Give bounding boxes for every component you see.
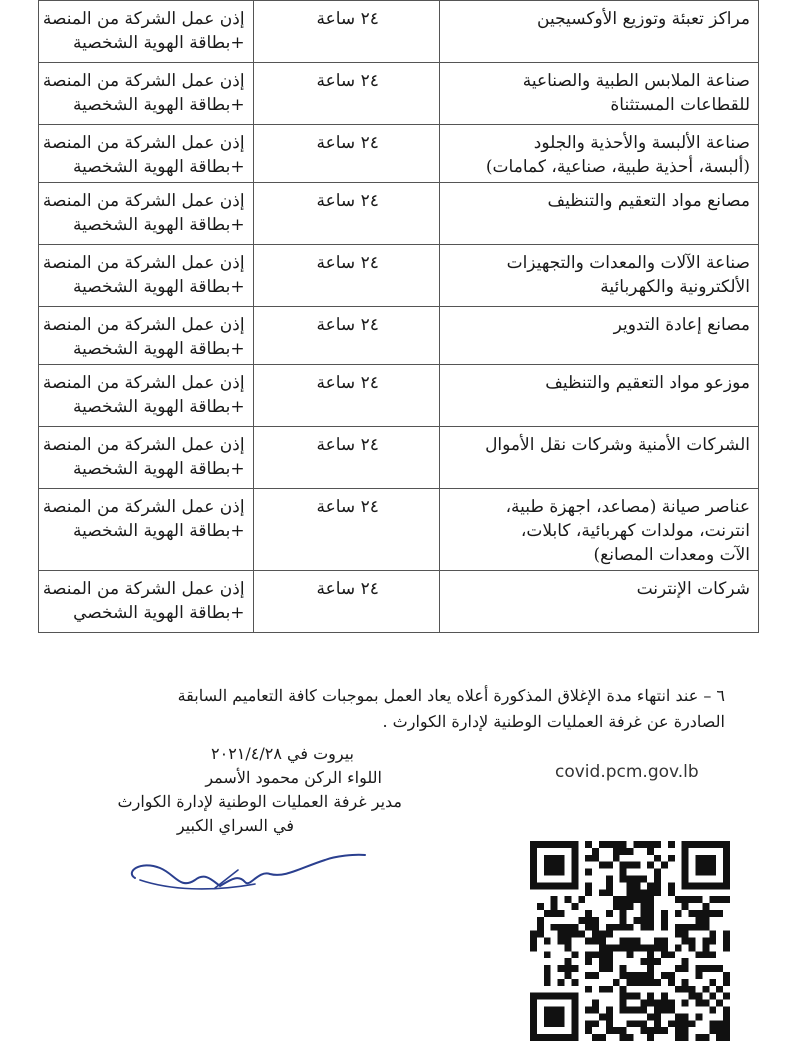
permit-cell (39, 489, 254, 571)
signatory-office: في السراي الكبير (176, 816, 294, 835)
sector-text: انترنت، مولدات كهربائية، كابلات، (520, 521, 750, 541)
permit-text: إذن عمل الشركة من المنصة (42, 497, 245, 517)
permit-text: إذن عمل الشركة من المنصة (42, 253, 245, 273)
duration-cell (253, 307, 439, 365)
permit-text: إذن عمل الشركة من المنصة (42, 191, 245, 211)
permit-text: +بطاقة الهوية الشخصية (73, 397, 245, 417)
permit-text: إذن عمل الشركة من المنصة (42, 373, 245, 393)
duration-text: ٢٤ ساعة (316, 315, 379, 335)
duration-text: ٢٤ ساعة (316, 253, 379, 273)
permit-text: إذن عمل الشركة من المنصة (42, 133, 245, 153)
table-row (39, 571, 759, 633)
duration-text: ٢٤ ساعة (316, 435, 379, 455)
sector-text: الألكترونية والكهربائية (600, 277, 750, 297)
permit-text: +بطاقة الهوية الشخصية (73, 277, 245, 297)
signature-block (118, 742, 402, 838)
table-row (39, 125, 759, 183)
table-row (39, 307, 759, 365)
sector-text: عناصر صيانة (مصاعد، اجهزة طبية، (505, 497, 750, 517)
sector-cell (439, 307, 758, 365)
signature-date: بيروت في ٢٠٢١/٤/٢٨ (211, 744, 354, 763)
duration-cell (253, 489, 439, 571)
permit-text: +بطاقة الهوية الشخصي (73, 603, 245, 623)
duration-cell (253, 245, 439, 307)
permit-text: +بطاقة الهوية الشخصية (73, 215, 245, 235)
sector-cell (439, 427, 758, 489)
table-row (39, 1, 759, 63)
signatory-name: اللواء الركن محمود الأسمر (205, 768, 382, 787)
permit-text: +بطاقة الهوية الشخصية (73, 157, 245, 177)
sector-text: صناعة الألبسة والأحذية والجلود (533, 133, 750, 153)
table-row (39, 365, 759, 427)
duration-text: ٢٤ ساعة (316, 497, 379, 517)
duration-cell (253, 183, 439, 245)
duration-cell (253, 1, 439, 63)
duration-text: ٢٤ ساعة (316, 71, 379, 91)
closing-note-line-2: الصادرة عن غرفة العمليات الوطنية لإدارة الكوارث . (382, 712, 725, 731)
sector-text: شركات الإنترنت (636, 579, 750, 599)
sector-cell (439, 571, 758, 633)
permit-text: +بطاقة الهوية الشخصية (73, 521, 245, 541)
table-row (39, 183, 759, 245)
sector-cell (439, 63, 758, 125)
duration-cell (253, 63, 439, 125)
permit-cell (39, 245, 254, 307)
permit-cell (39, 365, 254, 427)
duration-text: ٢٤ ساعة (316, 579, 379, 599)
permit-text: إذن عمل الشركة من المنصة (42, 579, 245, 599)
closing-note-line-1: ٦ – عند انتهاء مدة الإغلاق المذكورة أعلاه يعاد العمل بموجبات كافة التعاميم السابقة (177, 686, 725, 705)
sector-cell (439, 125, 758, 183)
permit-cell (39, 1, 254, 63)
duration-cell (253, 571, 439, 633)
website-link[interactable]: covid.pcm.gov.lb (555, 762, 699, 782)
permit-text: إذن عمل الشركة من المنصة (42, 435, 245, 455)
duration-text: ٢٤ ساعة (316, 191, 379, 211)
table-row (39, 427, 759, 489)
duration-cell (253, 125, 439, 183)
permit-cell (39, 125, 254, 183)
permit-cell (39, 183, 254, 245)
duration-cell (253, 365, 439, 427)
duration-text: ٢٤ ساعة (316, 373, 379, 393)
permit-text: +بطاقة الهوية الشخصية (73, 339, 245, 359)
table-row (39, 245, 759, 307)
sector-cell (439, 365, 758, 427)
sector-cell (439, 245, 758, 307)
permits-table (38, 0, 759, 633)
permit-cell (39, 427, 254, 489)
sector-text: الآت ومعدات المصانع) (593, 545, 750, 565)
permit-cell (39, 571, 254, 633)
sector-text: (ألبسة، أحذية طبية، صناعية، كمامات) (485, 157, 750, 177)
sector-text: مصانع إعادة التدوير (613, 315, 750, 335)
sector-cell (439, 489, 758, 571)
closing-note (75, 683, 725, 735)
sector-text: موزعو مواد التعقيم والتنظيف (545, 373, 750, 393)
permits-table-body (39, 1, 759, 633)
permit-text: +بطاقة الهوية الشخصية (73, 459, 245, 479)
sector-text: صناعة الآلات والمعدات والتجهيزات (506, 253, 750, 273)
table-row (39, 489, 759, 571)
sector-text: مراكز تعبئة وتوزيع الأوكسيجين (537, 9, 750, 29)
permit-text: إذن عمل الشركة من المنصة (42, 9, 245, 29)
sector-text: صناعة الملابس الطبية والصناعية (522, 71, 750, 91)
handwritten-signature (120, 850, 370, 900)
sector-text: مصانع مواد التعقيم والتنظيف (547, 191, 750, 211)
signatory-title: مدير غرفة العمليات الوطنية لإدارة الكوارث (117, 792, 402, 811)
permit-text: +بطاقة الهوية الشخصية (73, 33, 245, 53)
duration-cell (253, 427, 439, 489)
permit-cell (39, 307, 254, 365)
sector-text: للقطاعات المستثناة (610, 95, 750, 115)
duration-text: ٢٤ ساعة (316, 9, 379, 29)
table-row (39, 63, 759, 125)
duration-text: ٢٤ ساعة (316, 133, 379, 153)
permit-text: إذن عمل الشركة من المنصة (42, 315, 245, 335)
qr-code-icon[interactable] (530, 840, 730, 1042)
sector-cell (439, 183, 758, 245)
sector-text: الشركات الأمنية وشركات نقل الأموال (485, 435, 750, 455)
permit-cell (39, 63, 254, 125)
permit-text: +بطاقة الهوية الشخصية (73, 95, 245, 115)
permit-text: إذن عمل الشركة من المنصة (42, 71, 245, 91)
sector-cell (439, 1, 758, 63)
